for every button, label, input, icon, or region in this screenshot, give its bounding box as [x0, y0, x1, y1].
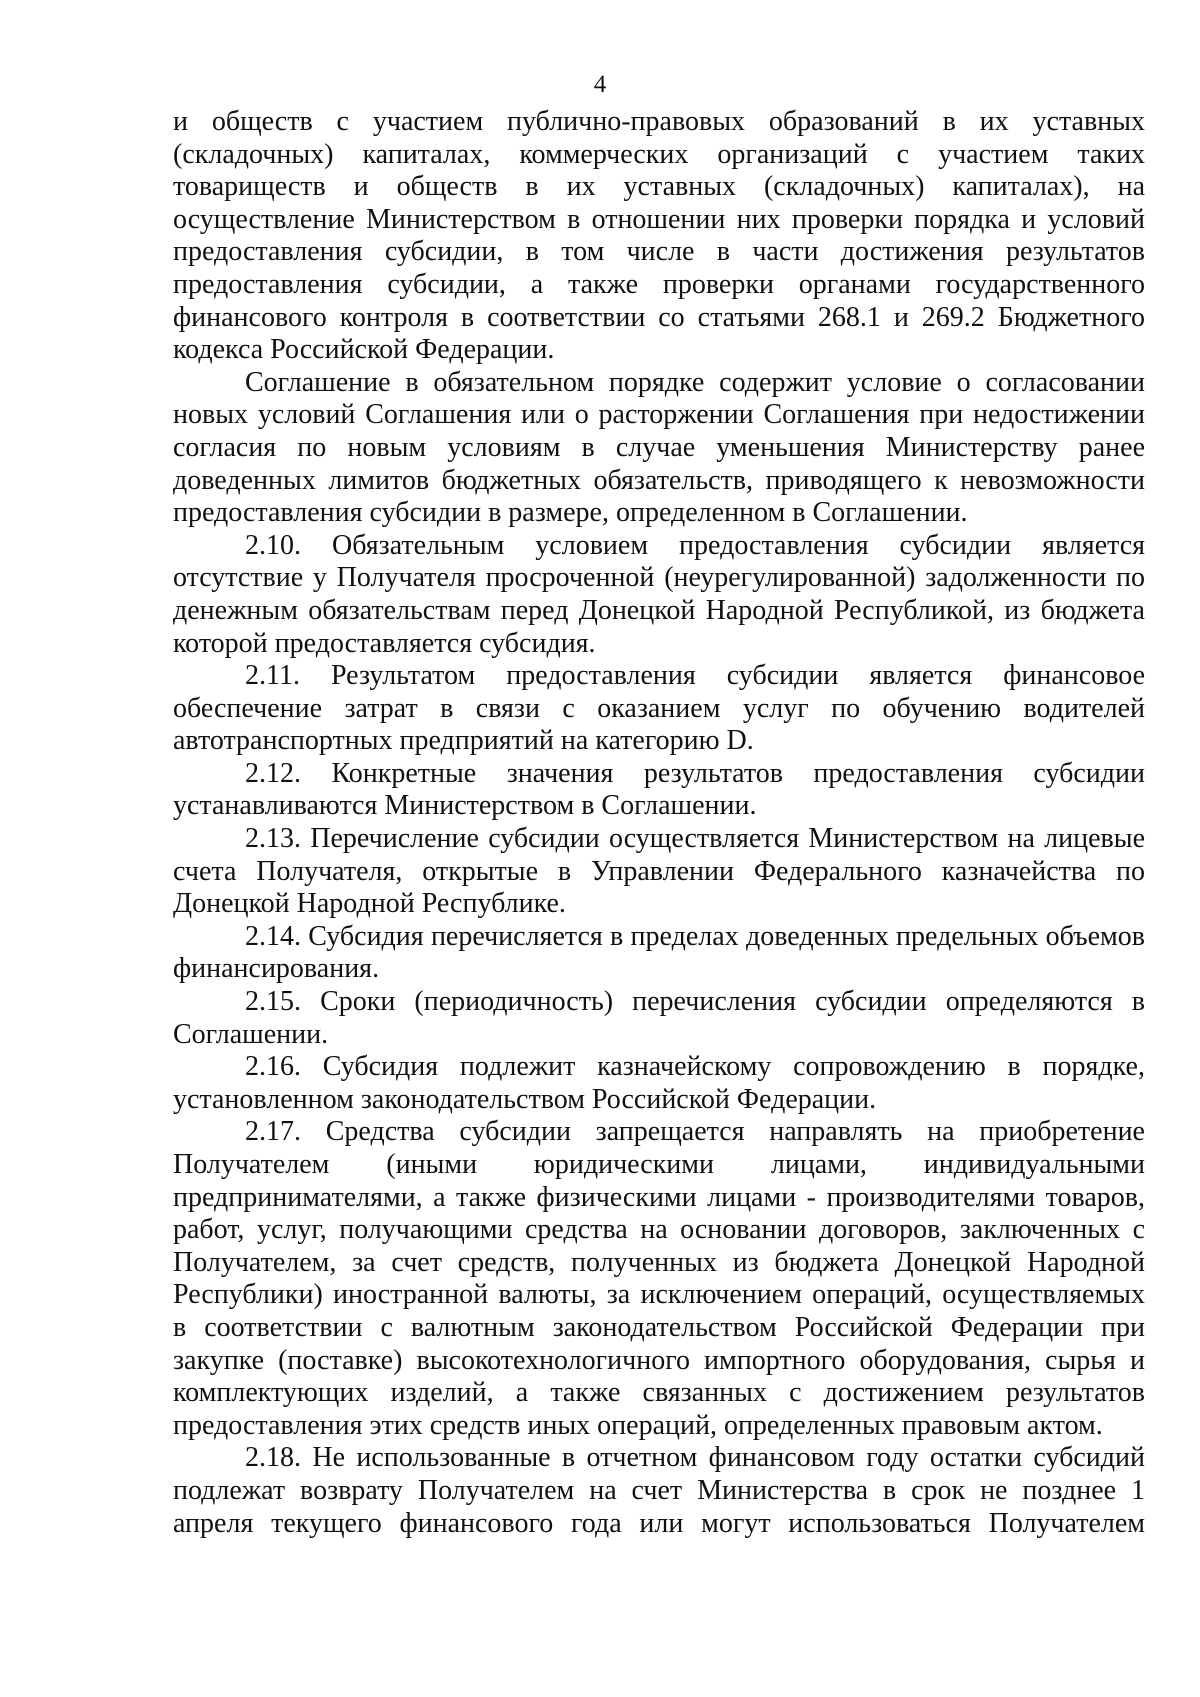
paragraph-2-10: 2.10. Обязательным условием предоставления субсидии является отсутствие у Получателя просроченной (неурегулированной) задолженности по денежным обязательствам перед Донецкой Народной Республикой, из бюджета которой предоставляется субсидия. — [173, 529, 1145, 659]
paragraph-2-11: 2.11. Результатом предоставления субсидии является финансовое обеспечение затрат в связи с оказанием услуг по обучению водителей автотранспортных предприятий на категорию D. — [173, 660, 1145, 757]
paragraph-2-15: 2.15. Сроки (периодичность) перечисления субсидии определяются в Соглашении. — [173, 986, 1145, 1050]
paragraph-2-18: 2.18. Не использованные в отчетном финансовом году остатки субсидий подлежат возврату Получателем на счет Министерства в срок не позднее 1 апреля текущего финансового года или могут использоваться Получателем — [173, 1442, 1145, 1539]
paragraph-2-14: 2.14. Субсидия перечисляется в пределах доведенных предельных объемов финансирования. — [173, 920, 1145, 985]
paragraph-agreement-terms: Соглашение в обязательном порядке содержит условие о согласовании новых условий Соглашения или о расторжении Соглашения при недостижении согласия по новым условиям в случае уменьшения Министерству ранее доведенных лимитов бюджетных обязательств, приводящего к невозможности предоставления субсидии в размере, определенном в Соглашении. — [173, 366, 1145, 529]
paragraph-2-17: 2.17. Средства субсидии запрещается направлять на приобретение Получателем (иными юридическими лицами, индивидуальными предпринимателями, а также физическими лицами - производителями товаров, работ, услуг, получающими средства на основании договоров, заключенных с Получателем, за счет средств, полученных из бюджета Донецкой Народной Республики) иностранной валюты, за исключением операций, осуществляемых в соответствии с валютным законодательством Российской Федерации при закупке (поставке) высокотехнологичного импортного оборудования, сырья и комплектующих изделий, а также связанных с достижением результатов предоставления этих средств иных операций, определенных правовым актом. — [173, 1116, 1145, 1441]
paragraph-2-12: 2.12. Конкретные значения результатов предоставления субсидии устанавливаются Министерством в Соглашении. — [173, 757, 1145, 822]
paragraph-2-13: 2.13. Перечисление субсидии осуществляется Министерством на лицевые счета Получателя, открытые в Управлении Федерального казначейства по Донецкой Народной Республике. — [173, 823, 1145, 920]
paragraph-continued: и обществ с участием публично-правовых образований в их уставных (складочных) капиталах, коммерческих организаций с участием таких товариществ и обществ в их уставных (складочных) капиталах), на осуществление Министерством в отношении них проверки порядка и условий предоставления субсидии, в том числе в части достижения результатов предоставления субсидии, а также проверки органами государственного финансового контроля в соответствии со статьями 268.1 и 269.2 Бюджетного кодекса Российской Федерации. — [173, 106, 1145, 366]
paragraph-2-16: 2.16. Субсидия подлежит казначейскому сопровождению в порядке, установленном законодательством Российской Федерации. — [173, 1051, 1145, 1115]
page-number: 4 — [593, 71, 607, 98]
document-body — [173, 106, 1145, 1540]
